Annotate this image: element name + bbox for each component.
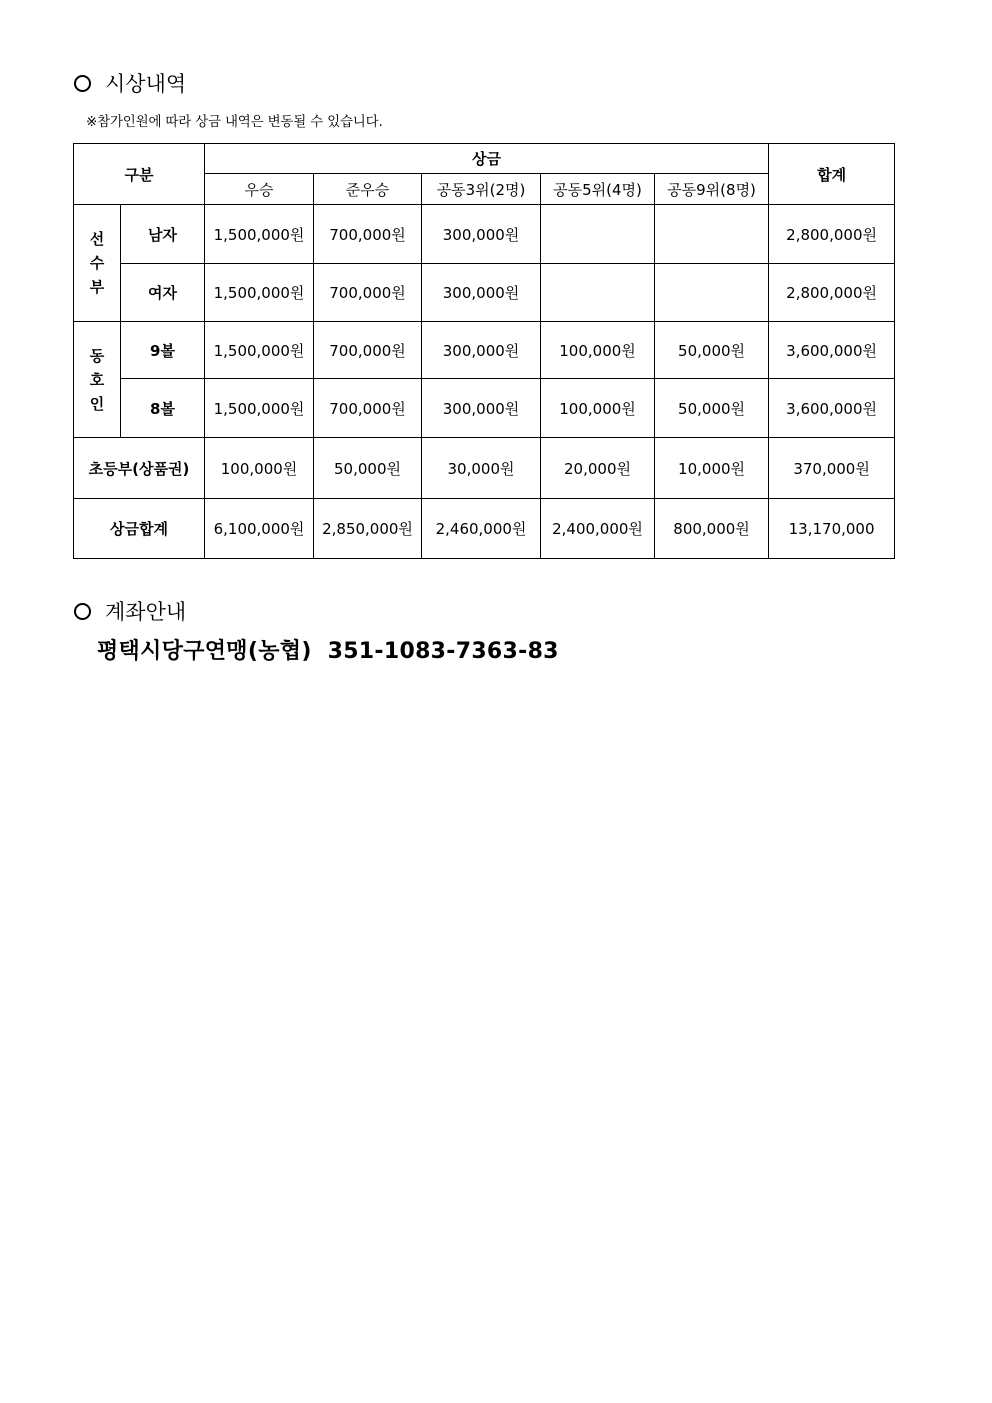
row-total: 3,600,000원	[769, 379, 895, 438]
group-label-char: 선	[89, 230, 105, 248]
table-cell: 1,500,000원	[205, 205, 314, 264]
table-cell	[655, 205, 769, 264]
row-label: 여자	[121, 264, 205, 322]
row-total: 2,800,000원	[769, 264, 895, 322]
table-cell: 700,000원	[314, 264, 422, 322]
section-heading-account	[74, 596, 186, 626]
header-prize: 상금	[205, 144, 769, 174]
section-title: 시상내역	[105, 72, 187, 96]
table-cell: 300,000원	[422, 379, 541, 438]
table-row	[74, 379, 895, 438]
row-total: 2,800,000원	[769, 205, 895, 264]
table-cell: 700,000원	[314, 379, 422, 438]
table-cell: 50,000원	[655, 322, 769, 379]
row-total: 370,000원	[769, 438, 895, 499]
header-category: 구분	[74, 144, 205, 205]
table-cell: 20,000원	[541, 438, 655, 499]
bank-account: 평택시당구연맹(농협) 351-1083-7363-83	[97, 639, 559, 664]
table-cell	[655, 264, 769, 322]
table-cell	[541, 264, 655, 322]
section-heading-awards	[74, 68, 186, 98]
table-row	[74, 499, 895, 559]
section-title: 계좌안내	[105, 600, 187, 624]
table-row	[74, 264, 895, 322]
group-label-char: 부	[89, 278, 105, 296]
table-header-row	[74, 144, 895, 174]
table-cell: 1,500,000원	[205, 322, 314, 379]
table-cell: 2,400,000원	[541, 499, 655, 559]
circle-bullet-icon	[74, 75, 91, 92]
table-cell	[541, 205, 655, 264]
table-cell: 10,000원	[655, 438, 769, 499]
table-cell: 50,000원	[655, 379, 769, 438]
header-rank: 공동9위(8명)	[655, 174, 769, 205]
row-total: 3,600,000원	[769, 322, 895, 379]
prize-note: ※참가인원에 따라 상금 내역은 변동될 수 있습니다.	[86, 114, 383, 130]
header-rank: 우승	[205, 174, 314, 205]
circle-bullet-icon	[74, 603, 91, 620]
table-cell: 300,000원	[422, 322, 541, 379]
table-cell: 700,000원	[314, 205, 422, 264]
group-label-amateur	[74, 322, 121, 438]
table-cell: 50,000원	[314, 438, 422, 499]
header-rank: 준우승	[314, 174, 422, 205]
table-cell: 1,500,000원	[205, 264, 314, 322]
prize-table	[73, 143, 895, 559]
table-row	[74, 438, 895, 499]
table-cell: 300,000원	[422, 205, 541, 264]
table-cell: 1,500,000원	[205, 379, 314, 438]
table-cell: 100,000원	[205, 438, 314, 499]
table-row	[74, 322, 895, 379]
row-total: 13,170,000	[769, 499, 895, 559]
table-cell: 800,000원	[655, 499, 769, 559]
header-total: 합계	[769, 144, 895, 205]
group-label-players	[74, 205, 121, 322]
table-cell: 100,000원	[541, 379, 655, 438]
table-cell: 2,460,000원	[422, 499, 541, 559]
row-label: 남자	[121, 205, 205, 264]
group-label-char: 동	[89, 346, 105, 365]
table-cell: 6,100,000원	[205, 499, 314, 559]
group-label-char: 호	[89, 370, 105, 389]
table-cell: 700,000원	[314, 322, 422, 379]
row-label: 9볼	[121, 322, 205, 379]
header-rank: 공동3위(2명)	[422, 174, 541, 205]
group-label-char: 인	[89, 394, 105, 413]
group-label-char: 수	[89, 254, 105, 272]
table-row	[74, 205, 895, 264]
table-cell: 30,000원	[422, 438, 541, 499]
row-label: 상금합계	[74, 499, 205, 559]
table-cell: 100,000원	[541, 322, 655, 379]
table-cell: 2,850,000원	[314, 499, 422, 559]
row-label: 초등부(상품권)	[74, 438, 205, 499]
header-rank: 공동5위(4명)	[541, 174, 655, 205]
table-cell: 300,000원	[422, 264, 541, 322]
row-label: 8볼	[121, 379, 205, 438]
